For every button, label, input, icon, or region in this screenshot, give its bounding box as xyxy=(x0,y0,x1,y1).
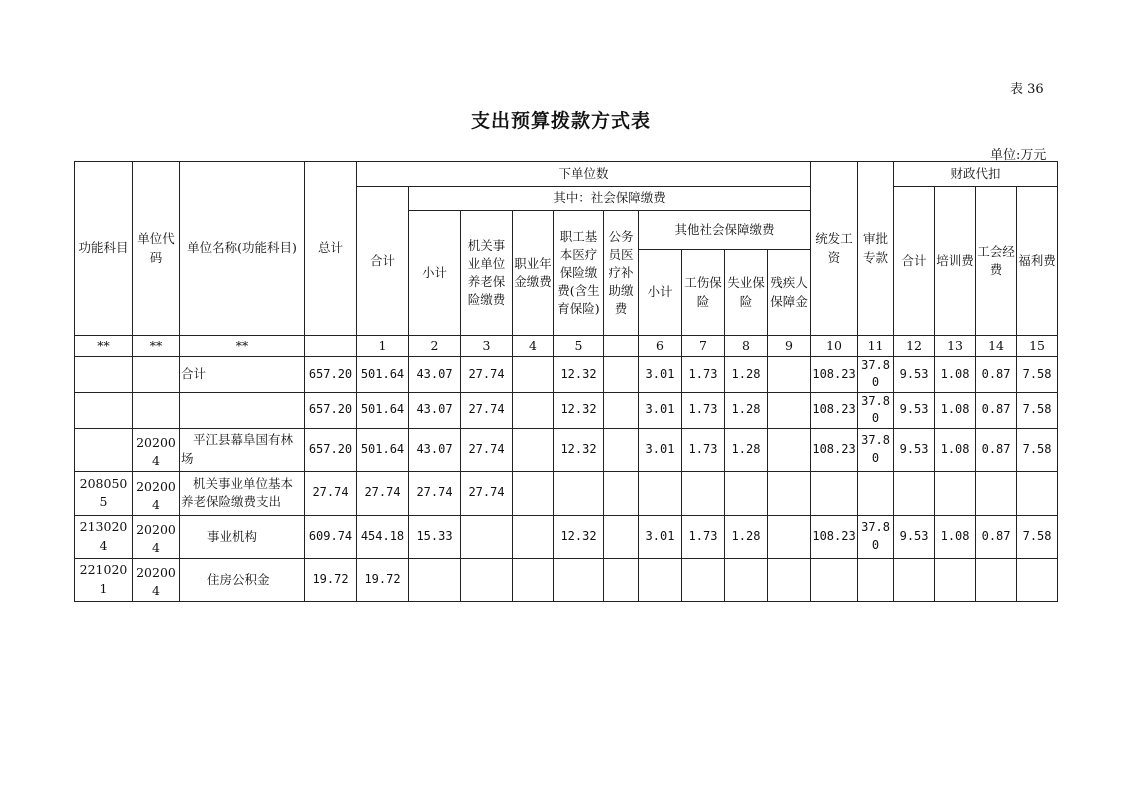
cell-salary xyxy=(811,471,858,515)
cell-civil-medical xyxy=(604,392,639,428)
cell-annuity xyxy=(513,515,554,558)
index-cell: 1 xyxy=(357,336,409,357)
header-disability: 残疾人保障金 xyxy=(768,250,811,336)
index-cell: ** xyxy=(75,336,133,357)
cell-fiscal-total xyxy=(894,471,935,515)
cell-pension: 27.74 xyxy=(461,392,513,428)
cell-unemployment xyxy=(725,558,768,601)
index-cell: 7 xyxy=(682,336,725,357)
cell-approved xyxy=(858,471,894,515)
cell-grand-total: 19.72 xyxy=(305,558,357,601)
cell-union: 0.87 xyxy=(976,515,1017,558)
cell-disability xyxy=(768,428,811,471)
cell-pension xyxy=(461,515,513,558)
cell-disability xyxy=(768,471,811,515)
cell-unit-name: 事业机构 xyxy=(180,515,305,558)
cell-unit-code xyxy=(133,392,180,428)
header-subordinate: 下单位数 xyxy=(357,162,811,187)
cell-subtotal xyxy=(409,558,461,601)
header-func-subject: 功能科目 xyxy=(75,162,133,336)
cell-civil-medical xyxy=(604,471,639,515)
header-other-subtotal: 小计 xyxy=(639,250,682,336)
header-welfare: 福利费 xyxy=(1017,187,1058,336)
index-cell: 2 xyxy=(409,336,461,357)
cell-injury: 1.73 xyxy=(682,515,725,558)
cell-training xyxy=(935,471,976,515)
header-total: 合计 xyxy=(357,187,409,336)
cell-medical: 12.32 xyxy=(554,515,604,558)
cell-training: 1.08 xyxy=(935,515,976,558)
cell-annuity xyxy=(513,471,554,515)
cell-grand-total: 657.20 xyxy=(305,392,357,428)
index-cell: 4 xyxy=(513,336,554,357)
cell-func-subject: 2080505 xyxy=(75,471,133,515)
header-of-which-social: 其中：社会保障缴费 xyxy=(409,187,811,211)
index-row xyxy=(75,336,1058,357)
cell-annuity xyxy=(513,428,554,471)
index-cell: 8 xyxy=(725,336,768,357)
header-annuity: 职业年金缴费 xyxy=(513,211,554,336)
header-unit-code: 单位代码 xyxy=(133,162,180,336)
cell-subtotal: 27.74 xyxy=(409,471,461,515)
cell-disability xyxy=(768,357,811,393)
header-union: 工会经费 xyxy=(976,187,1017,336)
cell-salary xyxy=(811,558,858,601)
cell-grand-total: 657.20 xyxy=(305,357,357,393)
cell-injury xyxy=(682,558,725,601)
table-row xyxy=(75,392,1058,428)
cell-fiscal-total: 9.53 xyxy=(894,392,935,428)
cell-unemployment xyxy=(725,471,768,515)
page-title: 支出预算拨款方式表 xyxy=(470,110,651,132)
cell-other-subtotal: 3.01 xyxy=(639,357,682,393)
cell-total: 501.64 xyxy=(357,357,409,393)
cell-func-subject xyxy=(75,392,133,428)
cell-civil-medical xyxy=(604,515,639,558)
index-cell: ** xyxy=(133,336,180,357)
index-cell: 5 xyxy=(554,336,604,357)
index-cell: 14 xyxy=(976,336,1017,357)
table-row xyxy=(75,357,1058,393)
budget-table xyxy=(74,161,1058,602)
cell-injury xyxy=(682,471,725,515)
cell-training xyxy=(935,558,976,601)
cell-fiscal-total: 9.53 xyxy=(894,515,935,558)
cell-approved xyxy=(858,558,894,601)
cell-unit-code: 202004 xyxy=(133,515,180,558)
cell-annuity xyxy=(513,558,554,601)
cell-union xyxy=(976,471,1017,515)
index-cell: 6 xyxy=(639,336,682,357)
cell-approved: 37.80 xyxy=(858,428,894,471)
cell-subtotal: 43.07 xyxy=(409,392,461,428)
cell-union xyxy=(976,558,1017,601)
index-cell xyxy=(604,336,639,357)
table-row xyxy=(75,471,1058,515)
index-cell: 3 xyxy=(461,336,513,357)
table-number: 表 36 xyxy=(1010,82,1044,97)
index-cell: 11 xyxy=(858,336,894,357)
cell-union: 0.87 xyxy=(976,357,1017,393)
cell-func-subject xyxy=(75,357,133,393)
index-cell: 12 xyxy=(894,336,935,357)
cell-pension xyxy=(461,558,513,601)
cell-approved: 37.80 xyxy=(858,357,894,393)
cell-unit-name xyxy=(180,392,305,428)
index-cell: 10 xyxy=(811,336,858,357)
cell-welfare: 7.58 xyxy=(1017,515,1058,558)
cell-welfare: 7.58 xyxy=(1017,392,1058,428)
cell-grand-total: 27.74 xyxy=(305,471,357,515)
header-other-social: 其他社会保障缴费 xyxy=(639,211,811,250)
cell-pension: 27.74 xyxy=(461,428,513,471)
cell-unit-name: 机关事业单位基本养老保险缴费支出 xyxy=(180,471,305,515)
cell-medical: 12.32 xyxy=(554,428,604,471)
header-pension: 机关事业单位养老保险缴费 xyxy=(461,211,513,336)
cell-welfare: 7.58 xyxy=(1017,357,1058,393)
cell-other-subtotal xyxy=(639,471,682,515)
header-injury: 工伤保险 xyxy=(682,250,725,336)
header-grand-total: 总计 xyxy=(305,162,357,336)
cell-annuity xyxy=(513,392,554,428)
cell-welfare xyxy=(1017,471,1058,515)
cell-pension: 27.74 xyxy=(461,357,513,393)
cell-medical xyxy=(554,471,604,515)
index-cell: 15 xyxy=(1017,336,1058,357)
cell-civil-medical xyxy=(604,558,639,601)
index-cell: 13 xyxy=(935,336,976,357)
cell-injury: 1.73 xyxy=(682,357,725,393)
cell-unemployment: 1.28 xyxy=(725,428,768,471)
table-row xyxy=(75,515,1058,558)
cell-subtotal: 43.07 xyxy=(409,357,461,393)
cell-salary: 108.23 xyxy=(811,515,858,558)
cell-approved: 37.80 xyxy=(858,392,894,428)
cell-civil-medical xyxy=(604,357,639,393)
header-unemployment: 失业保险 xyxy=(725,250,768,336)
header-subtotal: 小计 xyxy=(409,211,461,336)
cell-injury: 1.73 xyxy=(682,392,725,428)
table-row xyxy=(75,428,1058,471)
cell-unit-code: 202004 xyxy=(133,471,180,515)
cell-union: 0.87 xyxy=(976,428,1017,471)
cell-welfare: 7.58 xyxy=(1017,428,1058,471)
cell-unit-code: 202004 xyxy=(133,558,180,601)
cell-salary: 108.23 xyxy=(811,428,858,471)
cell-fiscal-total: 9.53 xyxy=(894,428,935,471)
cell-total: 454.18 xyxy=(357,515,409,558)
cell-fiscal-total: 9.53 xyxy=(894,357,935,393)
cell-unemployment: 1.28 xyxy=(725,357,768,393)
cell-unit-code xyxy=(133,357,180,393)
header-training: 培训费 xyxy=(935,187,976,336)
cell-training: 1.08 xyxy=(935,357,976,393)
cell-func-subject: 2130204 xyxy=(75,515,133,558)
cell-total: 501.64 xyxy=(357,428,409,471)
cell-disability xyxy=(768,515,811,558)
cell-unit-name: 平江县幕阜国有林场 xyxy=(180,428,305,471)
cell-training: 1.08 xyxy=(935,428,976,471)
cell-func-subject xyxy=(75,428,133,471)
cell-training: 1.08 xyxy=(935,392,976,428)
cell-func-subject: 2210201 xyxy=(75,558,133,601)
cell-medical: 12.32 xyxy=(554,392,604,428)
cell-subtotal: 15.33 xyxy=(409,515,461,558)
cell-total: 27.74 xyxy=(357,471,409,515)
cell-disability xyxy=(768,558,811,601)
unit-label: 单位:万元 xyxy=(990,148,1047,163)
cell-fiscal-total xyxy=(894,558,935,601)
cell-other-subtotal: 3.01 xyxy=(639,392,682,428)
cell-injury: 1.73 xyxy=(682,428,725,471)
cell-medical xyxy=(554,558,604,601)
cell-other-subtotal: 3.01 xyxy=(639,428,682,471)
cell-grand-total: 609.74 xyxy=(305,515,357,558)
header-fiscal-deduct: 财政代扣 xyxy=(894,162,1058,187)
cell-other-subtotal: 3.01 xyxy=(639,515,682,558)
cell-annuity xyxy=(513,357,554,393)
index-cell: ** xyxy=(180,336,305,357)
header-salary: 统发工资 xyxy=(811,162,858,336)
header-approved: 审批专款 xyxy=(858,162,894,336)
cell-unemployment: 1.28 xyxy=(725,515,768,558)
cell-welfare xyxy=(1017,558,1058,601)
cell-unit-name: 合计 xyxy=(180,357,305,393)
cell-total: 19.72 xyxy=(357,558,409,601)
cell-pension: 27.74 xyxy=(461,471,513,515)
index-cell: 9 xyxy=(768,336,811,357)
cell-approved: 37.80 xyxy=(858,515,894,558)
header-unit-name: 单位名称(功能科目) xyxy=(180,162,305,336)
header-civil-medical: 公务员医疗补助缴费 xyxy=(604,211,639,336)
cell-unit-name: 住房公积金 xyxy=(180,558,305,601)
cell-unit-code: 202004 xyxy=(133,428,180,471)
table-row xyxy=(75,558,1058,601)
cell-medical: 12.32 xyxy=(554,357,604,393)
cell-salary: 108.23 xyxy=(811,357,858,393)
cell-salary: 108.23 xyxy=(811,392,858,428)
index-cell xyxy=(305,336,357,357)
header-fiscal-total: 合计 xyxy=(894,187,935,336)
cell-total: 501.64 xyxy=(357,392,409,428)
cell-disability xyxy=(768,392,811,428)
cell-other-subtotal xyxy=(639,558,682,601)
cell-grand-total: 657.20 xyxy=(305,428,357,471)
header-medical: 职工基本医疗保险缴费(含生育保险) xyxy=(554,211,604,336)
cell-unemployment: 1.28 xyxy=(725,392,768,428)
cell-subtotal: 43.07 xyxy=(409,428,461,471)
cell-union: 0.87 xyxy=(976,392,1017,428)
cell-civil-medical xyxy=(604,428,639,471)
